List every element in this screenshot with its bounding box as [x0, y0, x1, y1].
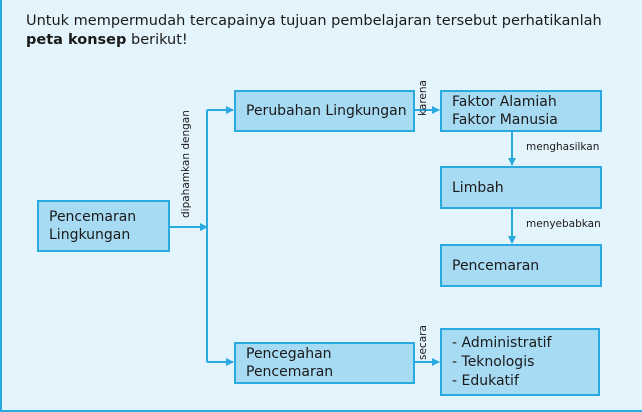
node-pencemaran-lingkungan: Pencemaran Lingkungan: [37, 200, 170, 252]
node-perubahan-lingkungan: Perubahan Lingkungan: [234, 90, 415, 132]
node-faktor-manusia: Faktor Manusia: [452, 112, 558, 128]
label-karena: karena: [417, 80, 429, 116]
node-faktor: [440, 90, 602, 132]
label-secara: secara: [417, 325, 429, 360]
label-menghasilkan: menghasilkan: [526, 141, 600, 153]
cara-item: - Teknologis: [452, 353, 551, 372]
node-limbah: Limbah: [440, 166, 602, 209]
intro-bold-term: peta konsep: [26, 32, 127, 48]
cara-item: - Edukatif: [452, 372, 551, 391]
node-faktor-alamiah: Faktor Alamiah: [452, 94, 557, 110]
label-menyebabkan: menyebabkan: [526, 218, 601, 230]
label-dipahamkan-dengan: dipahamkan dengan: [180, 110, 192, 218]
intro-text: Untuk mempermudah tercapainya tujuan pembelajaran tersebut perhatikanlah peta konsep berikut!: [26, 13, 602, 48]
node-pencegahan-pencemaran: Pencegahan Pencemaran: [234, 342, 415, 384]
node-pencemaran: Pencemaran: [440, 244, 602, 287]
cara-item: - Administratif: [452, 334, 551, 353]
node-cara-pencegahan: [440, 328, 600, 396]
cara-list: [442, 334, 551, 391]
